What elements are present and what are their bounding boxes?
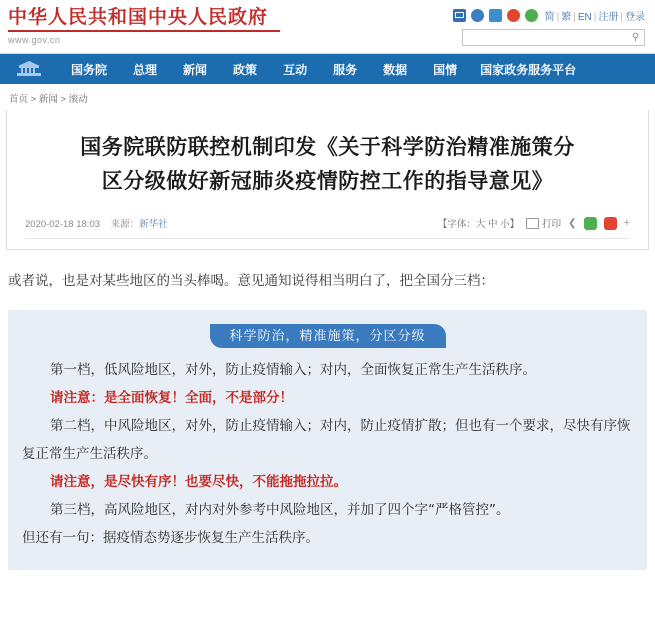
register-link[interactable]: 注册: [598, 12, 619, 23]
quote-paragraph-5: 但还有一句：据疫情态势逐步恢复生产生活秩序。: [22, 530, 319, 546]
header-icon-row: [453, 8, 645, 23]
site-branding[interactable]: [8, 6, 280, 45]
nav-item-7[interactable]: 国情: [433, 62, 458, 77]
site-header: [0, 0, 655, 54]
search-box[interactable]: [462, 29, 645, 46]
nav-item-2[interactable]: 新闻: [183, 62, 208, 77]
lang-tw-link[interactable]: 繁: [561, 12, 572, 23]
article-title-line2: 区分级做好新冠肺炎疫情防控工作的指导意见》: [101, 168, 554, 193]
header-links: 简 | 繁 | EN | 注册 | 登录: [544, 12, 645, 23]
nav-item-0[interactable]: 国务院: [71, 62, 108, 77]
intro-paragraph: 或者说，也是对某些地区的当头棒喝。意见通知说得相当明白了，把全国分三档：: [8, 273, 494, 289]
wechat-icon[interactable]: [525, 9, 538, 22]
quote-paragraph-1: 请注意：是全面恢复！全面，不是部分！: [50, 390, 293, 406]
print-button[interactable]: [526, 216, 561, 230]
nav-item-6[interactable]: 数据: [383, 62, 408, 77]
quote-paragraph-0: 第一档，低风险地区，对外，防止疫情输入；对内，全面恢复正常生产生活秩序。: [50, 362, 536, 378]
mobile-icon[interactable]: [489, 9, 502, 22]
article-meta: [25, 216, 630, 239]
article-area: [0, 84, 655, 250]
article-source[interactable]: 新华社: [139, 219, 168, 230]
article-source-label: 来源：: [110, 219, 140, 230]
font-size-control[interactable]: 【字体：大 中 小】: [437, 219, 520, 230]
printer-icon: [526, 218, 539, 229]
more-share-button[interactable]: +: [623, 217, 630, 229]
weibo-icon[interactable]: [507, 9, 520, 22]
breadcrumb[interactable]: 首页 > 新闻 > 滚动: [9, 94, 88, 105]
lang-cn-link[interactable]: 简: [544, 12, 555, 23]
nav-item-1[interactable]: 总理: [133, 62, 158, 77]
article-card: [6, 110, 649, 250]
highlight-quote-block: [8, 310, 647, 570]
weibo-share-icon[interactable]: [604, 217, 617, 230]
site-title: 中华人民共和国中央人民政府: [8, 6, 269, 28]
header-utility-area: [453, 6, 645, 46]
nav-item-4[interactable]: 互动: [283, 62, 308, 77]
main-navigation: [0, 54, 655, 84]
article-meta-right: [438, 216, 630, 230]
nav-item-3[interactable]: 政策: [233, 62, 258, 77]
nav-item-5[interactable]: 服务: [333, 62, 358, 77]
quote-paragraph-3: 请注意，是尽快有序！也要尽快，不能拖拖拉拉。: [50, 474, 347, 490]
mail-icon[interactable]: [453, 9, 466, 22]
globe-icon[interactable]: [471, 9, 484, 22]
quote-paragraph-4: 第三档，高风险地区，对内对外参考中风险地区，并加了四个字“严格管控”。: [50, 502, 510, 518]
article-date: 2020-02-18 18:03: [25, 219, 101, 230]
quote-paragraph-2: 第二档，中风险地区，对外，防止疫情输入；对内，防止疫情扩散；但也有一个要求，尽快有序恢复正常生产生活秩序。: [22, 418, 631, 462]
lang-en-link[interactable]: EN: [577, 12, 592, 23]
search-icon[interactable]: ⚲: [631, 32, 640, 43]
title-underline: [8, 30, 280, 32]
nav-item-8[interactable]: 国家政务服务平台: [480, 62, 577, 77]
page-title: [25, 130, 630, 198]
article-body: [0, 268, 655, 570]
wechat-share-icon[interactable]: [584, 217, 597, 230]
emblem-icon[interactable]: [0, 54, 58, 84]
login-link[interactable]: 登录: [625, 12, 645, 23]
quote-banner: 科学防治，精准施策，分区分级: [210, 324, 446, 348]
article-meta-left: [25, 216, 168, 230]
article-title-line1: 国务院联防联控机制印发《关于科学防治精准施策分: [80, 134, 575, 159]
share-icon[interactable]: ❮: [568, 217, 577, 229]
search-input[interactable]: [463, 30, 627, 45]
print-label: 打印: [542, 219, 562, 230]
site-url: www.gov.cn: [8, 35, 61, 45]
